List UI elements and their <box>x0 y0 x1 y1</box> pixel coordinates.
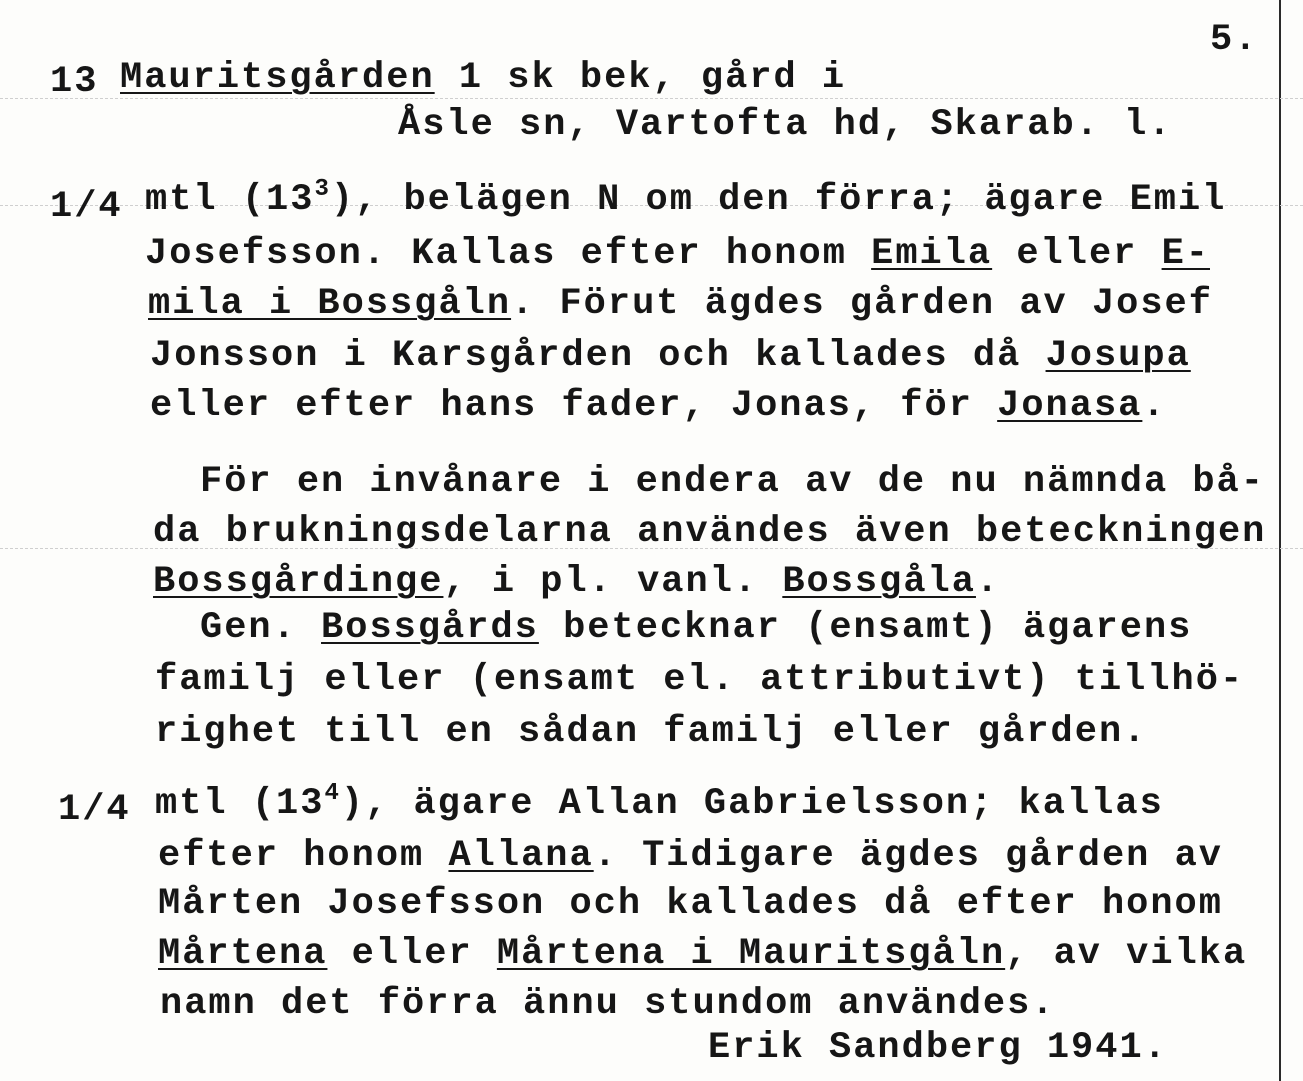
paragraph2-line4: Gen. Bossgårds betecknar (ensamt) ägarens <box>200 607 1193 649</box>
paragraph2-line2: da brukningsdelarna användes även beteckningen <box>153 511 1267 553</box>
nickname: Josupa <box>1045 335 1191 377</box>
card-right-edge <box>1279 0 1281 1081</box>
nickname: E- <box>1161 233 1210 275</box>
superscript: 4 <box>324 780 341 807</box>
paragraph2-line1: För en invånare i endera av de nu nämnda bå- <box>200 461 1265 503</box>
entry-title-line <box>120 56 846 100</box>
paragraph2-line5: familj eller (ensamt el. attributivt) tillhö- <box>155 659 1245 701</box>
nickname: Jonasa <box>997 385 1143 427</box>
page-number: 5. <box>1210 19 1259 61</box>
section1-line3: mila i Bossgåln. Förut ägdes gården av Josef <box>148 283 1213 325</box>
nickname: mila i Bossgåln <box>148 283 512 325</box>
paragraph2-line6: righet till en sådan familj eller gården. <box>155 711 1148 753</box>
nickname: Bossgårdinge <box>153 561 444 603</box>
entry-number: 13 <box>50 61 99 103</box>
section1-line1: mtl $(13^3)$, belägen N om den förra; ägare Emil <box>145 176 1227 221</box>
nickname: Emila <box>871 233 993 275</box>
share-fraction-1: 1/4 <box>50 186 123 228</box>
section2-line4: Mårtena eller Mårtena i Mauritsgåln, av vilka <box>158 933 1248 975</box>
section1-line4: Jonsson i Karsgården och kallades då Josupa <box>150 335 1191 377</box>
paragraph2-line3: Bossgårdinge, i pl. vanl. Bossgåla. <box>153 561 1001 603</box>
section1-line2: Josefsson. Kallas efter honom Emila eller E- <box>145 233 1210 275</box>
section1-line5: eller efter hans fader, Jonas, för Jonasa. <box>150 385 1167 427</box>
nickname: Bossgårds <box>321 607 539 649</box>
share-fraction-2: 1/4 <box>58 789 131 831</box>
place-name: Mauritsgården <box>120 57 435 99</box>
nickname: Mårtena i Mauritsgåln <box>496 933 1006 975</box>
nickname: Bossgåla <box>782 561 976 603</box>
place-location: Åsle sn, Vartofta hd, Skarab. l. <box>398 104 1173 146</box>
section2-line3: Mårten Josefsson och kallades då efter honom <box>158 883 1223 925</box>
place-description: 1 sk bek, gård i <box>458 57 847 99</box>
superscript: 3 <box>314 176 331 203</box>
section2-line5: namn det förra ännu stundom användes. <box>160 983 1056 1025</box>
section2-line1: mtl $(13^4)$, ägare Allan Gabrielsson; kallas <box>155 780 1164 825</box>
signature: Erik Sandberg 1941. <box>708 1027 1168 1069</box>
section2-line2: efter honom Allana. Tidigare ägdes gården av <box>158 835 1223 877</box>
nickname: Mårtena <box>158 933 328 975</box>
nickname: Allana <box>448 835 594 877</box>
